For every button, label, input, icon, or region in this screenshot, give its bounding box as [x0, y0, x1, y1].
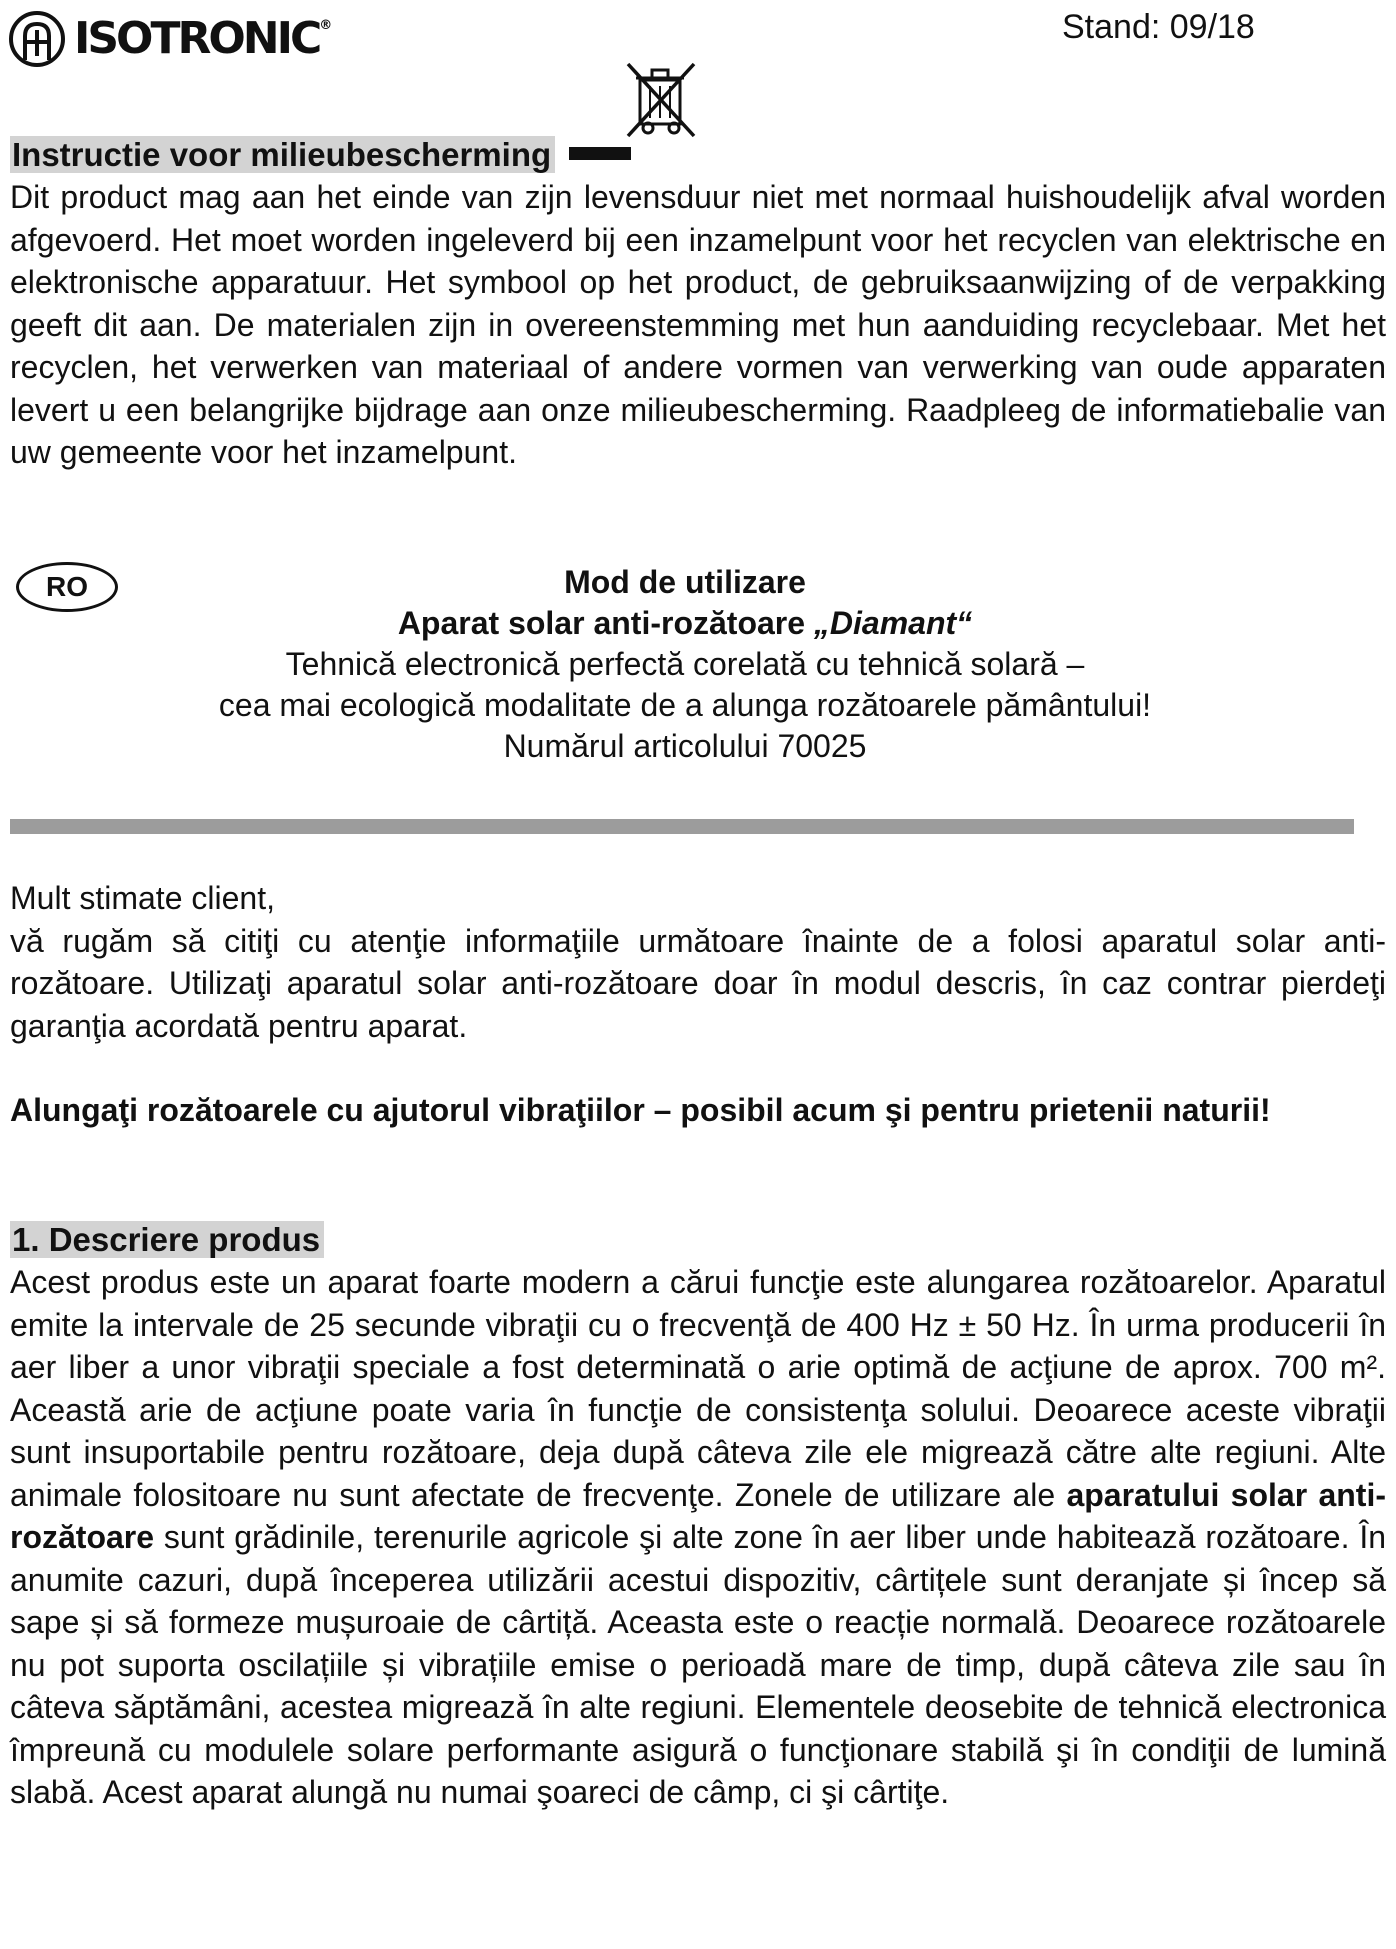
nl-section	[10, 134, 1386, 474]
product-name: „Diamant“	[813, 605, 973, 641]
product-title: Aparat solar anti-rozătoare „Diamant“	[397, 605, 973, 641]
section-divider	[10, 819, 1354, 834]
tagline-line-1: Tehnică electronică perfectă corelată cu tehnică solară –	[285, 646, 1085, 682]
manual-title: Mod de utilizare	[564, 564, 806, 600]
description-section	[10, 1219, 1386, 1814]
logo-wordmark: ISOTRONIC®	[74, 13, 333, 64]
isotronic-emblem-icon	[8, 10, 66, 68]
greeting-section	[10, 877, 1386, 1047]
weee-bar	[569, 147, 631, 160]
nl-section-title: Instructie voor milieubescherming	[10, 136, 555, 173]
language-badge-ro: RO	[16, 562, 118, 612]
isotronic-logo	[8, 10, 332, 68]
slogan: Alungaţi rozătoarele cu ajutorul vibraţiilor – posibil acum şi pentru prietenii naturii!	[10, 1092, 1271, 1128]
salutation: Mult stimate client,	[10, 880, 275, 916]
description-title: 1. Descriere produs	[10, 1221, 324, 1258]
tagline-line-2: cea mai ecologică modalitate de a alunga rozătoarele pământului!	[218, 687, 1152, 723]
weee-bin-icon	[622, 58, 702, 140]
nl-section-body: Dit product mag aan het einde van zijn levensduur niet met normaal huishoudelijk afval worden afgevoerd. Het moet worden ingeleverd bij een inzamelpunt voor het recyclen van elektrische en elektronische apparatuur. Het symbool op het product, de gebruiksaanwijzing of de verpakking geeft dit aan. De materialen zijn in overeenstemming met hun aanduiding recyclebaar. Met het recyclen, het verwerken van materiaal of andere vormen van verwerking van oude apparaten levert u een belangrijke bijdrage aan onze milieubescherming. Raadpleeg de informatiebalie van uw gemeente voor het inzamelpunt.	[10, 179, 1386, 470]
greeting-body: vă rugăm să citiţi cu atenţie informaţiile următoare înainte de a folosi aparatul solar anti-rozătoare. Utilizaţi aparatul solar anti-rozătoare doar în modul descris, în caz contrar pierdeţi garanţia acordată pentru aparat.	[10, 922, 1386, 1044]
description-title-line	[10, 1219, 1386, 1261]
description-body: Acest produs este un aparat foarte modern a cărui funcţie este alungarea rozătoarelor. Aparatul emite la intervale de 25 secunde vibraţii cu o frecvenţă de 400 Hz ± 50 Hz. În urma producerii în aer liber a unor vibraţii speciale a fost determinată o arie optimă de acţiune de aprox. 700 m². Această arie de acţiune poate varia în funcţie de consistenţa solului. Deoarece aceste vibraţii sunt insuportabile pentru rozătoare, deja după câteva zile ele migrează către alte regiuni. Alte animale folositoare nu sunt afectate de frecvenţe. Zonele de utilizare ale aparatului solar anti-rozătoare sunt grădinile, terenurile agricole şi alte zone în aer liber unde habitează rozătoare. În anumite cazuri, după începerea utilizării acestui dispozitiv, cârtițele sunt deranjate și încep să sape și să formeze mușuroaie de cârtiță. Aceasta este o reacție normală. Deoarece rozătoarele nu pot suporta oscilațiile și vibrațiile emise o perioadă mare de timp, după câteva zile sau în câteva săptămâni, acestea migrează în alte regiuni. Elementele deosebite de tehnică electronica împreună cu modulele solare performante asigură o funcţionare stabilă şi în condiţii de lumină slabă. Acest aparat alungă nu numai şoareci de câmp, ci şi cârtiţe.	[10, 1264, 1387, 1810]
article-number: Numărul articolului 70025	[503, 728, 867, 764]
description-body-bold: aparatului solar anti-rozătoare	[10, 1476, 1387, 1555]
ro-title-block	[0, 562, 1370, 767]
nl-section-title-line	[10, 134, 1386, 176]
revision-date: Stand: 09/18	[1062, 8, 1255, 46]
